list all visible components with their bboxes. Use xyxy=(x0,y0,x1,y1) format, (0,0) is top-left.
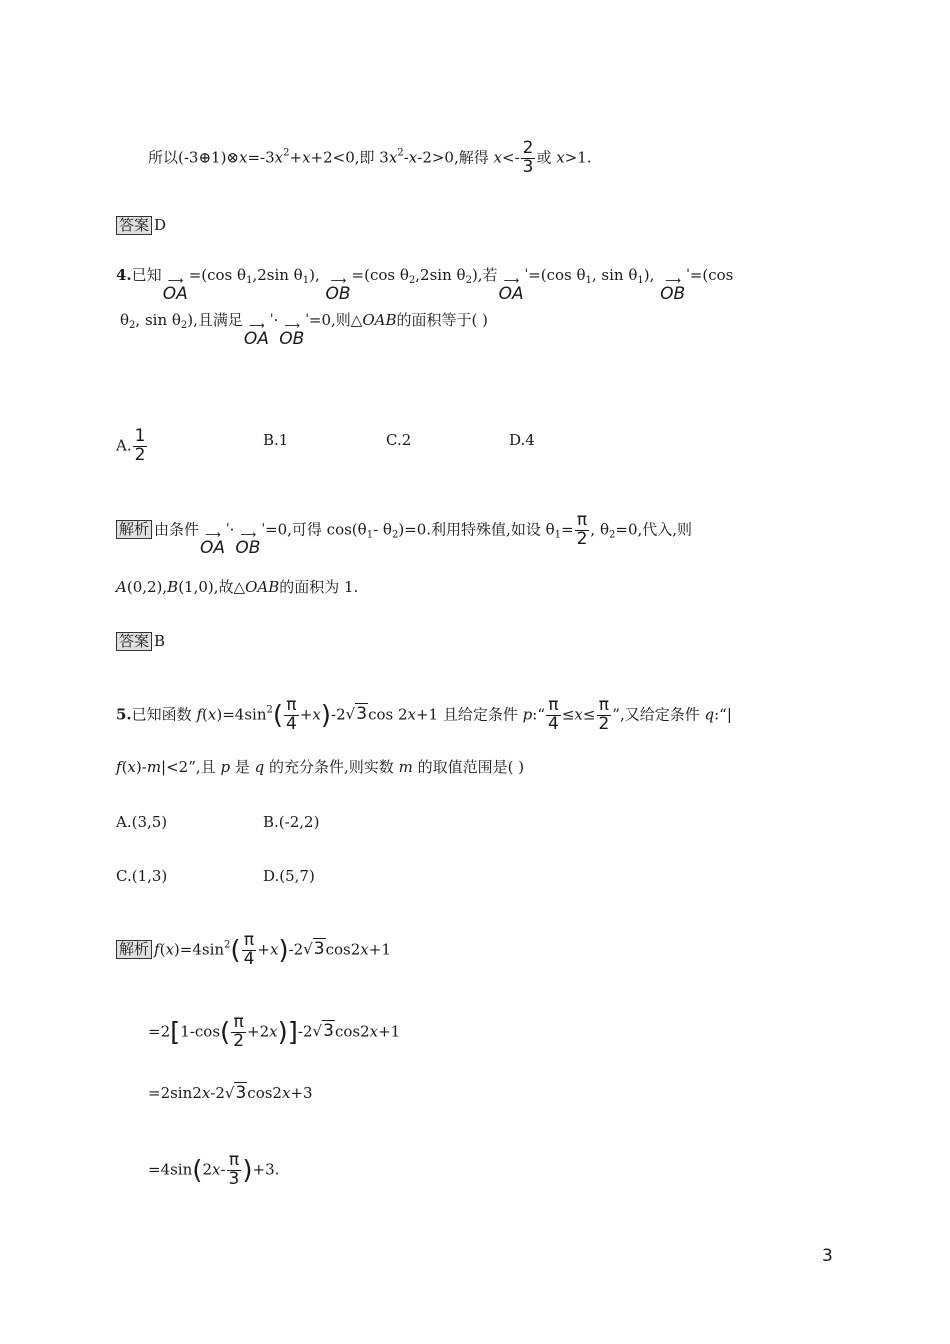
question-5-line-1: 5.已知函数 $f(x)=4\sin^2$( $\frac{\pi}{4}$ +x)-2√3cos 2x+1 且给定条件 p:“ $\frac{\pi}{4}$ ≤x≤ $\frac{\pi}{2}$ ”,又给定条件 q:“| xyxy=(116,695,732,734)
q5-option-c: C.(1,3) xyxy=(116,867,168,885)
sqrt-3-c: √3 xyxy=(312,1021,334,1042)
vector-oa-prime: ⟶ OA xyxy=(498,274,524,304)
page-number: 3 xyxy=(822,1246,833,1266)
sqrt-3-b: √3 xyxy=(303,939,325,960)
q5-solution-step-3: =2sin2x-2√3cos2x+3 xyxy=(148,1083,313,1103)
answer-q4 xyxy=(116,631,165,651)
q4-solution-line-1: 解析 由条件 ⟶ OA '· ⟶ OB '=0,可得 $\cos(\theta_1-$ $\theta_2)=0$.利用特殊值,如设 $\theta_1=$ $\frac{\pi}{2}$ , $\theta_2=0$,代入,则 xyxy=(116,512,692,557)
vector-ob-prime-2: ⟶ OB xyxy=(279,319,305,349)
q5-option-b: B.(-2,2) xyxy=(263,813,320,831)
answer-label: 答案 xyxy=(116,216,152,235)
vector-oa-prime-3: ⟶ OA xyxy=(200,528,226,559)
fraction-pi-over-2-c: $\frac{\pi}{2}$ xyxy=(233,1012,245,1051)
q4-option-b: B.1 xyxy=(263,431,289,449)
answer-label-2: 答案 xyxy=(116,632,152,651)
prev-solution-line: 所以$(-3\oplus 1)\otimes x=-3x^2+x+2<0$,即 $3x^2-x-2>0$,解得 x<- $\frac{2}{3}$ 或 x>1. xyxy=(148,138,592,177)
fraction-pi-over-3: $\frac{\pi}{3}$ xyxy=(228,1150,240,1189)
vector-oa: ⟶ OA xyxy=(162,274,188,304)
question-4-line-1: 4.已知 ⟶ OA =(cos $\theta_1,2\sin$ $\theta_1$), ⟶ OB =(cos $\theta_2,2\sin$ $\theta_2$),若 ⟶ OA '=(cos $\theta_1$, $\sin \theta_1$), ⟶ OB '=(cos xyxy=(116,266,734,304)
answer-value: D xyxy=(154,216,167,234)
fraction-pi-over-2: $\frac{\pi}{2}$ xyxy=(576,510,588,549)
q4-option-c: C.2 xyxy=(386,431,412,449)
answer-value-2: B xyxy=(154,632,166,650)
question-5-line-2: f(x)-m|<2”,且 p 是 q 的充分条件,则实数 m 的取值范围是( ) xyxy=(116,758,525,776)
vector-ob-prime-3: ⟶ OB xyxy=(235,528,261,559)
fraction-two-thirds: $\frac{2}{3}$ xyxy=(522,138,534,177)
vector-ob: ⟶ OB xyxy=(325,274,351,304)
q4-solution-line-2: A(0,2),B(1,0),故△OAB的面积为 1. xyxy=(116,578,359,596)
q4-option-d: D.4 xyxy=(509,431,535,449)
q5-solution-step-2: =2[1-cos( $\frac{\pi}{2}$ +2x)]-2√3cos2x+1 xyxy=(148,1012,401,1051)
q4-option-a: A. $\frac{1}{2}$ xyxy=(116,426,146,465)
fraction-one-half: $\frac{1}{2}$ xyxy=(134,426,146,465)
sqrt-3: √3 xyxy=(345,704,368,725)
sqrt-3-d: √3 xyxy=(224,1083,247,1103)
q5-option-a: A.(3,5) xyxy=(116,813,168,831)
q5-solution-step-1: 解析 $f(x)=4\sin^2$( $\frac{\pi}{4}$ +x)-2√3cos2x+1 xyxy=(116,932,391,969)
analysis-label-2: 解析 xyxy=(116,940,152,959)
q5-option-d: D.(5,7) xyxy=(263,867,315,885)
analysis-label: 解析 xyxy=(116,520,152,539)
fraction-pi-over-2-b: $\frac{\pi}{2}$ xyxy=(598,695,610,734)
fraction-pi-over-4-c: $\frac{\pi}{4}$ xyxy=(243,930,255,969)
vector-ob-prime: ⟶ OB xyxy=(660,274,686,304)
question-4-line-2: $\theta_2$, $\sin \theta_2$),且满足 ⟶ OA '· ⟶ OB '=0,则△OAB的面积等于( ) xyxy=(120,311,488,349)
q5-solution-step-4: =4sin(2x- $\frac{\pi}{3}$ )+3. xyxy=(148,1150,280,1189)
vector-oa-prime-2: ⟶ OA xyxy=(243,319,269,349)
fraction-pi-over-4: $\frac{\pi}{4}$ xyxy=(286,695,297,734)
fraction-pi-over-4-b: $\frac{\pi}{4}$ xyxy=(548,695,559,734)
answer-q3 xyxy=(116,215,166,235)
